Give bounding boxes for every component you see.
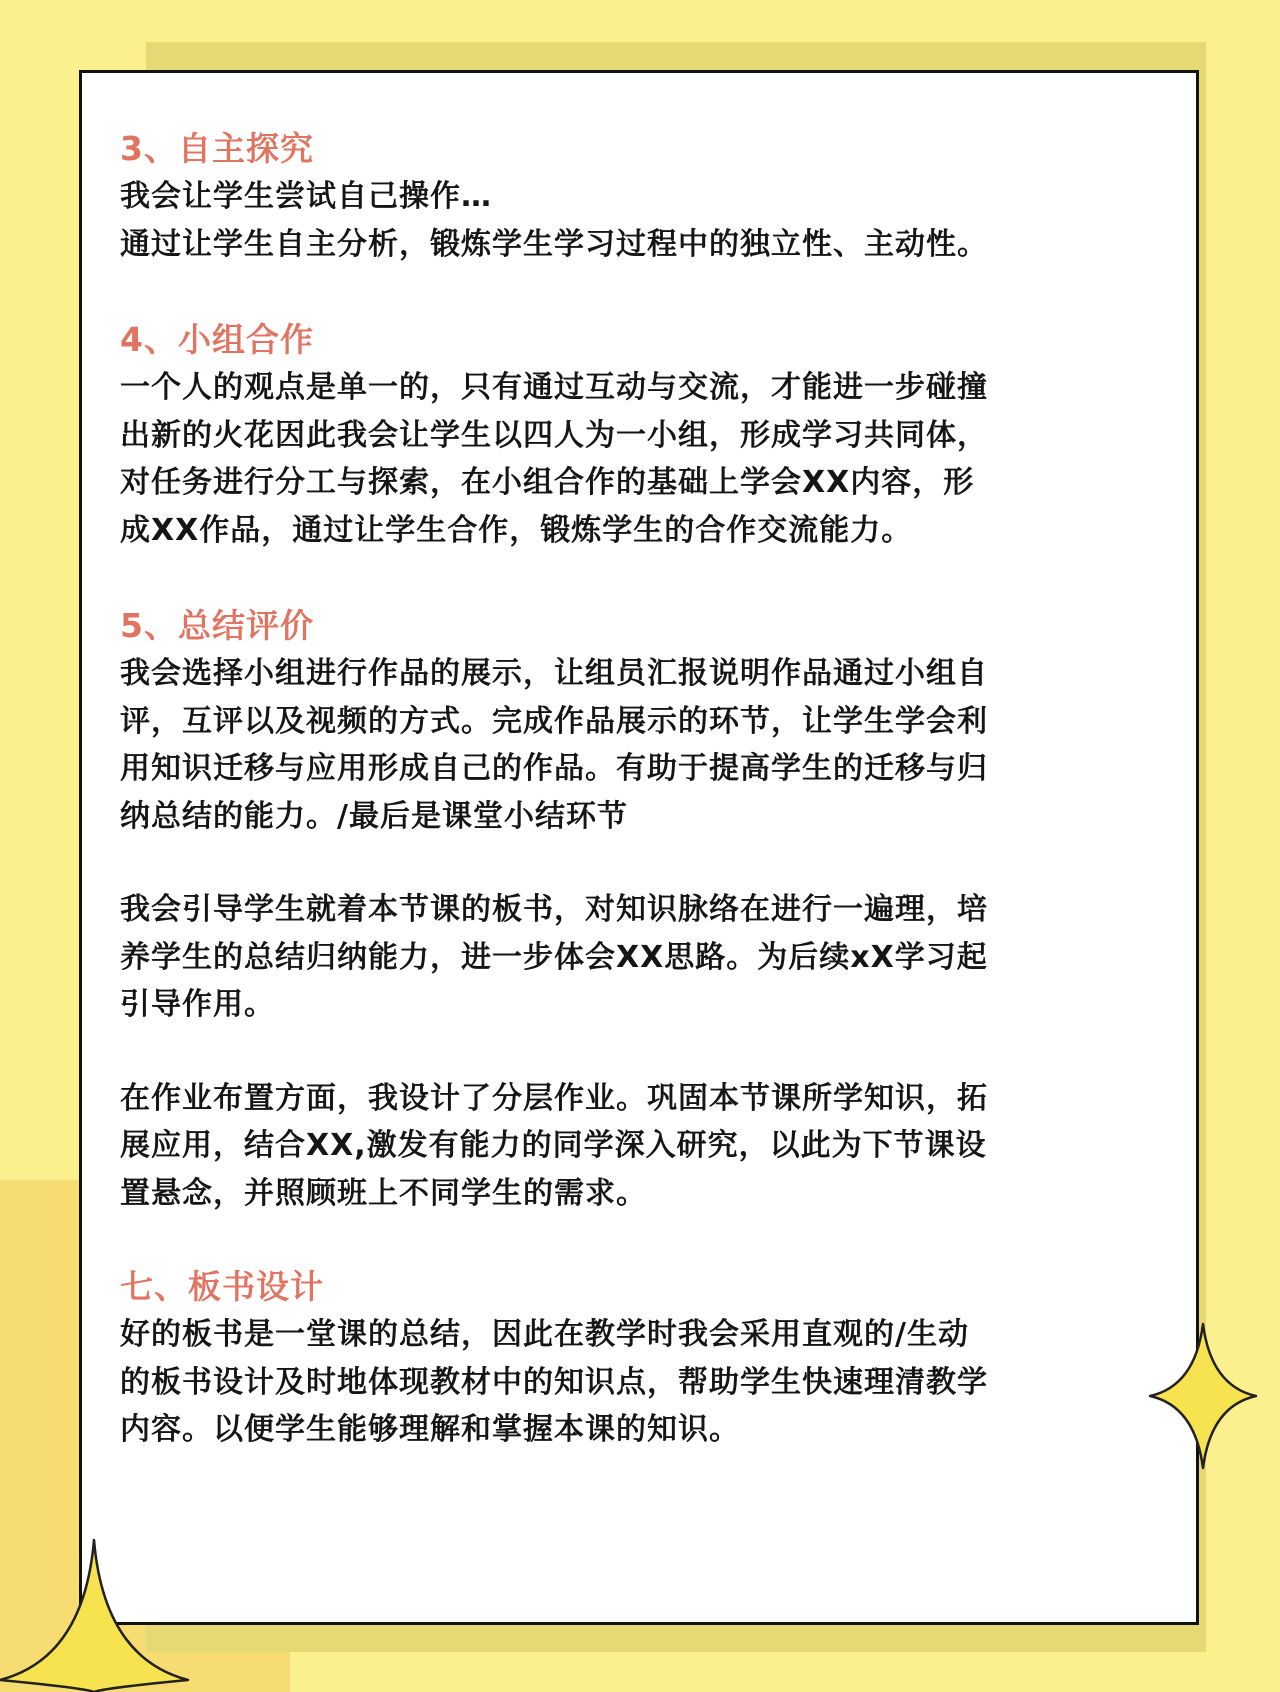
section-summary [120,886,1170,1029]
section-5 [120,602,1170,840]
paragraph-line: 好的板书是一堂课的总结，因此在教学时我会采用直观的/生动 [120,1317,969,1352]
paragraph-line: 成XX作品，通过让学生合作，锻炼学生的合作交流能力。 [120,512,913,548]
paragraph-line: 用知识迁移与应用形成自己的作品。有助于提高学生的迁移与归 [120,751,988,786]
paragraph-line: 评，互评以及视频的方式。完成作品展示的环节，让学生学会利 [120,703,988,739]
section-homework [120,1075,1170,1218]
section-heading: 七、板书设计 [120,1267,324,1306]
paragraph-line: 引导作用。 [120,987,275,1022]
sparkle-star-icon [1148,1322,1258,1470]
paragraph-line: 对任务进行分工与探索，在小组合作的基础上学会XX内容，形 [120,465,975,500]
paragraph-line: 纳总结的能力。/最后是课堂小结环节 [120,798,628,834]
paragraph-line: 我会让学生尝试自己操作… [120,179,492,214]
paragraph-line: 置悬念，并照顾班上不同学生的需求。 [120,1175,647,1211]
sparkle-star-icon [0,1538,190,1692]
section-7 [120,1263,1170,1454]
paragraph-line: 通过让学生自主分析，锻炼学生学习过程中的独立性、主动性。 [120,226,988,262]
paragraph-line: 养学生的总结归纳能力，进一步体会XX思路。为后续xX学习起 [120,939,988,975]
section-heading: 3、自主探究 [120,129,314,168]
card-content [120,125,1170,1454]
paragraph-line: 我会选择小组进行作品的展示，让组员汇报说明作品通过小组自 [120,656,988,691]
note-card [79,70,1199,1625]
paragraph-line: 内容。以便学生能够理解和掌握本课的知识。 [120,1412,740,1447]
paragraph-line: 的板书设计及时地体现教材中的知识点，帮助学生快速理清教学 [120,1364,988,1400]
paragraph-line: 在作业布置方面，我设计了分层作业。巩固本节课所学知识，拓 [120,1080,988,1116]
paragraph-line: 展应用，结合XX,激发有能力的同学深入研究，以此为下节课设 [120,1128,987,1163]
section-heading: 4、小组合作 [120,320,314,359]
paragraph-line: 我会引导学生就着本节课的板书，对知识脉络在进行一遍理，培 [120,892,988,927]
paragraph-line: 一个人的观点是单一的，只有通过互动与交流，才能进一步碰撞 [120,370,988,405]
section-3 [120,125,1170,268]
section-4 [120,316,1170,554]
section-heading: 5、总结评价 [120,606,314,645]
paragraph-line: 出新的火花因此我会让学生以四人为一小组，形成学习共同体， [120,417,988,453]
